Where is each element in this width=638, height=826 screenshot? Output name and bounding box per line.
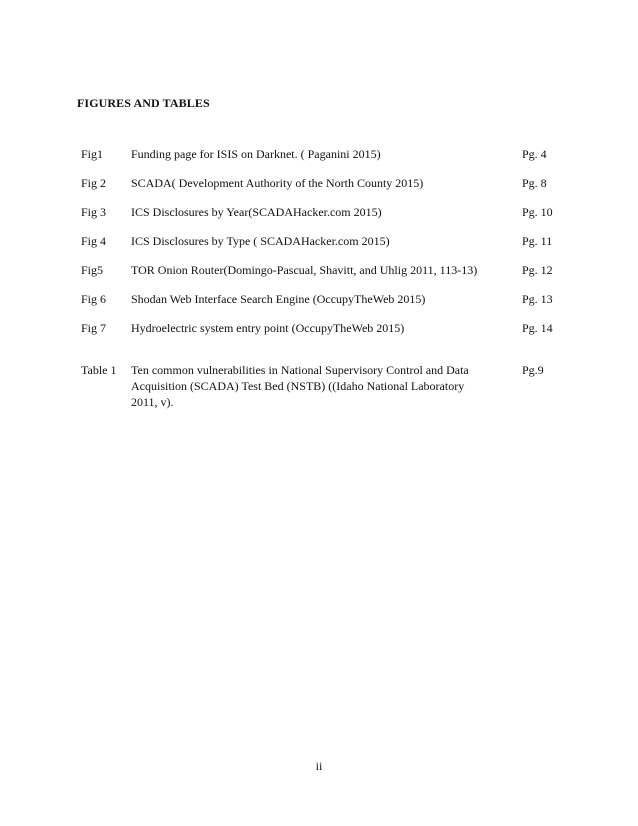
entry-label: Fig 7 xyxy=(81,321,107,335)
entry-label: Fig 2 xyxy=(81,176,107,190)
entry-page: Pg. 4 xyxy=(522,147,547,161)
page-number: ii xyxy=(315,759,323,773)
entry-page: Pg. 11 xyxy=(522,234,553,248)
entry-description: Funding page for ISIS on Darknet. ( Paganini 2015) xyxy=(131,147,381,161)
entry-description: TOR Onion Router(Domingo-Pascual, Shavitt, and Uhlig 2011, 113-13) xyxy=(131,263,478,277)
entry-label: Fig5 xyxy=(81,263,104,277)
entry-description: ICS Disclosures by Type ( SCADAHacker.com 2015) xyxy=(131,234,390,248)
entry-label: Fig 6 xyxy=(81,292,107,306)
entry-page: Pg. 8 xyxy=(522,176,547,190)
entry-description: Shodan Web Interface Search Engine (OccupyTheWeb 2015) xyxy=(131,292,426,306)
entry-label: Fig 3 xyxy=(81,205,107,219)
entry-page: Pg. 14 xyxy=(522,321,553,335)
entry-description: ICS Disclosures by Year(SCADAHacker.com 2015) xyxy=(131,205,382,219)
entry-description: SCADA( Development Authority of the North County 2015) xyxy=(131,176,424,190)
entry-page: Pg. 10 xyxy=(522,205,553,219)
page-title: FIGURES AND TABLES xyxy=(77,96,210,110)
entry-label: Fig1 xyxy=(81,147,104,161)
entry-description: Hydroelectric system entry point (OccupyTheWeb 2015) xyxy=(131,321,405,335)
entry-label: Table 1 xyxy=(81,363,117,377)
entry-page: Pg.9 xyxy=(522,363,544,377)
entry-page: Pg. 13 xyxy=(522,292,553,306)
entry-page: Pg. 12 xyxy=(522,263,553,277)
entry-label: Fig 4 xyxy=(81,234,107,248)
entry-description: Ten common vulnerabilities in National Supervisory Control and Data Acquisition (SCADA) Test Bed (NSTB) ((Idaho National Laboratory 2011, v). xyxy=(131,363,469,409)
